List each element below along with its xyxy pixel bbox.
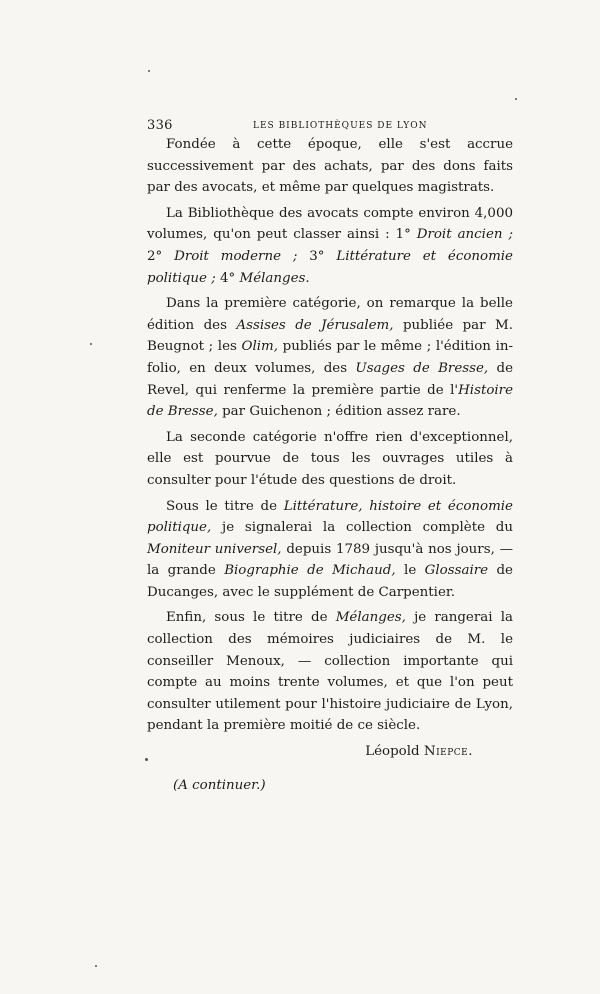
paragraph-text: 3° [297, 248, 337, 264]
italic-title: Histoire de Bresse, [147, 382, 513, 420]
page-number: 336 [147, 118, 173, 133]
author-first-name: Léopold [365, 744, 420, 760]
paragraph [147, 293, 513, 423]
running-head [147, 118, 428, 134]
page-speck [148, 70, 150, 72]
page-speck [95, 965, 97, 967]
page-speck [90, 343, 92, 345]
continuation-note [147, 775, 513, 797]
paragraph-text: La Bibliothèque des avocats compte environ 4,000 volumes, qu'on peut classer ainsi : 1° [147, 205, 513, 243]
italic-title: Glossaire [424, 563, 489, 579]
paragraph [147, 203, 513, 289]
italic-title: Moniteur universel, [147, 541, 282, 557]
paragraph-text: le [395, 563, 425, 579]
paragraph-text: 2° [147, 248, 175, 264]
page-speck [515, 98, 517, 100]
italic-title: Usages de Bresse, [355, 360, 489, 376]
author-signature [147, 741, 513, 763]
paragraph-text: Dans la première catégorie, on remarque la belle édition des [147, 296, 513, 333]
author-last-name: Niepce. [423, 744, 473, 760]
italic-title: Olim, [241, 339, 279, 355]
paragraph-text: de Revel, qui renferme la première partie de l' [147, 360, 513, 398]
paragraph [147, 427, 513, 492]
italic-title: Droit moderne ; [174, 248, 298, 264]
running-title: LES BIBLIOTHÈQUES DE LYON [253, 121, 428, 131]
paragraph-text: par Guichenon ; édition assez rare. [217, 404, 461, 420]
paragraph-text: de Ducanges, avec le supplément de Carpentier. [147, 563, 513, 600]
paragraph-text: depuis 1789 jusqu'à nos jours, — la grande [147, 541, 513, 579]
body-text [147, 134, 513, 796]
paragraph [147, 607, 513, 737]
italic-title: Littérature et économie politique ; [147, 248, 513, 286]
paragraph-text: publiée par M. Beugnot ; les [147, 317, 513, 355]
paragraph-text: Fondée à cette époque, elle s'est accrue successivement par des achats, par des dons faits par des avocats, et même par quelques magistrats. [147, 137, 513, 196]
continuation-text: (A continuer.) [173, 777, 266, 793]
paragraph [147, 134, 513, 199]
italic-title: Mélanges. [239, 270, 310, 286]
italic-title: Assises de Jérusalem, [236, 317, 394, 333]
italic-title: Littérature, histoire et économie politique, [147, 498, 513, 536]
paragraph-text: publiés par le même ; l'édition in-folio, en deux volumes, des [147, 339, 513, 376]
italic-title: Mélanges, [335, 610, 406, 626]
paragraph-text: La seconde catégorie n'offre rien d'exceptionnel, elle est pourvue de tous les ouvrages utiles à consulter pour l'étude des questions de droit. [147, 429, 513, 488]
paragraph-text: Sous le titre de [166, 498, 284, 514]
paragraph-text: Enfin, sous le titre de [166, 610, 336, 626]
page-speck [145, 758, 148, 761]
italic-title: Droit ancien ; [416, 227, 513, 243]
paragraph-text: je signalerai la collection complète du [211, 520, 513, 536]
italic-title: Biographie de Michaud, [224, 563, 396, 579]
paragraph [147, 496, 513, 604]
paragraph-text: 4° [215, 270, 240, 286]
paragraph-text: je rangerai la collection des mémoires judiciaires de M. le conseiller Menoux, — collection importante qui compte au moins trente volumes, et que l'on peut consulter utilement pour l'histoire judiciaire de Lyon, pendant la première moitié de ce siècle. [147, 610, 513, 734]
